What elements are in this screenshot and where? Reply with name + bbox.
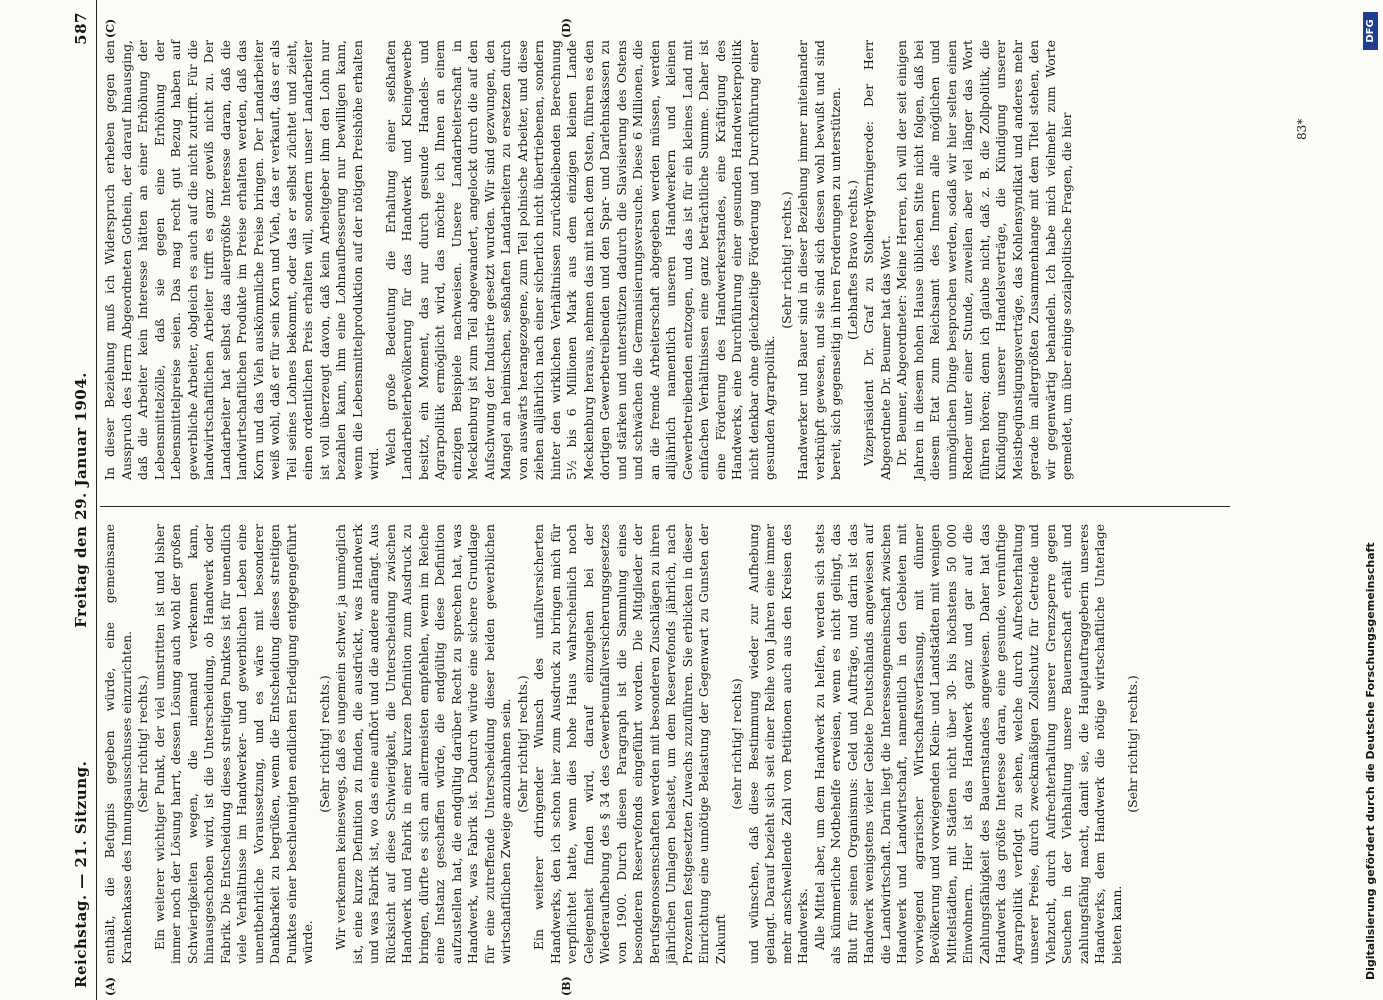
paragraph: Ein weiterer dringender Wunsch des unfallversicherten Handwerks, den ich schon hier zum Ausdruck zu bringen mich für verpflichtet hatte, wenn dies hohe Haus wahrscheinlich noch Gelegenheit finden wird, darauf einzugehen bei der Wiederaufhebung des § 34 des Gewerbeunfallversicherungsgesetzes von 1900. Durch diesen Paragraph ist die Sammlung eines besonderen Reservefonds eingeführt worden. Die Mitglieder der Berufsgenossenschaften werden mit besonderen Zuschlägen zu ihren jährlichen Umlagen belastet, um dem Reservefonds jährlich, nach Prozenten festgesetzten Zuwachs zuzuführen. Sie erblicken in dieser Einrichtung eine unnötige Belastung der Gegenwart zu Gunsten der Zukunft [531, 524, 728, 964]
paragraph: Wir verkennen keineswegs, daß es ungemein schwer, ja unmöglich ist, eine kurze Definition zu finden, die ausdrückt, was Handwerk und was Fabrik ist, wo das eine aufhört und die andere anfängt. Aus Rücksicht auf diese Schwierigkeit, die Unterscheidung zwischen Handwerk und Fabrik in einer kurzen Definition zum Ausdruck zu bringen, dürfte es sich am allermeisten empfehlen, wenn im Reiche eine Instanz geschaffen würde, die endgültig diese Definition aufzustellen hat, die endgültig darüber Recht zu sprechen hat, was Handwerk, was Fabrik ist. Dadurch würde eine sichere Grundlage für eine zutreffende Unterscheidung dieser beiden gewerblichen wirtschaftlichen Zweige anzubahnen sein. [333, 524, 513, 964]
column-divider [100, 506, 1230, 507]
header-center: Freitag den 29. Januar 1904. [72, 372, 90, 628]
margin-mark-d: (D) [560, 18, 573, 38]
paragraph: Ein weiterer wichtiger Punkt, der viel umstritten ist und bisher immer noch der Lösung harrt, dessen Lösung auch wohl der großen Schwierigkeiten wegen, die niemand verkennen kann, hinausgeschoben wird, ist die Unterscheidung, ob Handwerk oder Fabrik. Die Entscheidung dieses streitigen Punktes ist für unendlich viele Verhältnisse im Handwerker- und gewerblichen Leben eine unentbehrliche Voraussetzung, und es wäre mit besonderer Dankbarkeit zu begrüßen, wenn die Entscheidung dieses streitigen Punktes einer beschleunigten endlichen Erledigung entgegengeführt würde. [151, 524, 315, 964]
paragraph: Dr. Beumer, Abgeordneter: Meine Herren, ich will der seit einigen Jahren in diesem hohen Hause üblichen Sitte nicht folgen, daß bei diesem Etat zum Reichsamt des Innern alle möglichen und unmöglichen Dinge besprochen werden, sodaß wir hier selten einen Redner unter einer Stunde, zuweilen aber viel länger das Wort führen hören; denn ich glaube nicht, daß z. B. die Zollpolitik, die Kündigung unserer Handelsverträge, die Kündigung unserer Meistbegünstigungsverträge, das Kohlensyndikat und anderes mehr gerade im allergrößten Zusammenhange mit dem Titel stehen, den wir gegenwärtig behandeln. Ich habe mich vielmehr zum Worte gemeldet, um über einige sozialpolitische Fragen, die hier [894, 40, 1074, 480]
footer-text: Digitalisierung gefördert durch die Deutsche Forschungsgemeinschaft [1364, 542, 1377, 980]
paragraph: Alle Mittel aber, um dem Handwerk zu helfen, werden sich stets als kümmerliche Notbehelfe erweisen, wenn es nicht gelingt, das Blut für seinen Organismus: Geld und Aufträge, und darin ist das Handwerk wenigstens vieler Gebiete Deutschlands angewiesen auf die Landwirtschaft. Darin liegt die Interessengemeinschaft zwischen Handwerk und Landwirtschaft, namentlich in den Gebieten mit vorwiegend agrarischer Wirtschaftsverfassung, mit dünner Bevölkerung und vorwiegenden Klein- und Landstädten mit wenigen Mittelstädten, mit Städten nicht über 30- bis höchstens 50 000 Einwohnern. Hier ist das Handwerk ganz und gar auf die Zahlungsfähigkeit des Bauernstandes angewiesen. Daher hat das Handwerk das größte Interesse daran, eine gesunde, vernünftige Agrarpolitik verfolgt zu sehen, welche durch Aufrechterhaltung unserer Preise, durch zweckmäßigen Zollschutz für Getreide und Viehzucht, durch Aufrechterhaltung unserer Grenzsperre gegen Seuchen in der Viehhaltung unsere Bauernschaft erhält und zahlungsfähig macht, damit sie, die Hauptauftraggeberin unseres Handwerks, dem Handwerk die nötige wirtschaftliche Unterlage bieten kann. [811, 524, 1124, 964]
paragraph: (Sehr richtig! rechts.) [316, 675, 332, 813]
margin-mark-a: (A) [104, 977, 117, 996]
paragraph: (Sehr richtig! rechts.) [1125, 675, 1140, 813]
paragraph: (Sehr richtig! rechts.) [514, 675, 530, 813]
footer-strip [1358, 0, 1383, 1000]
signature-mark: 83* [1295, 118, 1309, 140]
margin-mark-c: (C) [104, 18, 117, 38]
paragraph: Welch große Bedeutung die Erhaltung einer seßhaften Landarbeiterbevölkerung für das Handwerk und Kleingewerbe besitzt, ein Moment, das nur durch gesunde Handels- und Agrarpolitik ermöglicht wird, das möchte ich Ihnen an einem einzigen Beispiele nachweisen. Unsere Landarbeiterschaft in Mecklenburg ist zum Teil abgewandert, angelockt durch die auf den Aufschwung der Industrie gesetzt wurden. Wir sind gezwungen, den Mangel an heimischen, seßhaften Landarbeitern zu ersetzen durch von auswärts herangezogene, zum Teil polnische Arbeiter, und diese ziehen alljährlich nach einer sicherlich nicht übertriebenen, sondern hinter den wirklichen Verhältnissen zurückbleibenden Berechnung 5½ bis 6 Millionen Mark aus dem einzigen kleinen Lande Mecklenburg heraus, nehmen das mit nach dem Osten, führen es den dortigen Gewerbetreibenden und den Spar- und Darlehnskassen zu und stärken und unterstützen dadurch die Slavisierung des Ostens und schwächen die Germanisierungsversuche. Diese 6 Millionen, die an die fremde Arbeiterschaft abgegeben werden müssen, werden alljährlich namentlich unseren Handwerkern und kleinen Gewerbetreibenden entzogen, und das ist für ein kleines Land mit einfachen Verhältnissen eine ganz beträchtliche Summe. Daher ist eine Förderung des Handwerkerstandes, eine Kräftigung des Handwerks, eine Durchführung einer gesunden Handwerkerpolitik nicht denkbar ohne gleichzeitige Förderung und Durchführung einer gesunden Agrarpolitik. [382, 40, 777, 480]
header-left: Reichstag. — 21. Sitzung. [72, 760, 90, 988]
page-header [60, 0, 97, 1000]
paragraph: enthält, die Befugnis gegeben würde, eine gemeinsame Krankenkasse des Innungsausschusses einzurichten. [102, 524, 134, 964]
paragraph: In dieser Beziehung muß ich Widerspruch erheben gegen den Ausspruch des Herrn Abgeordneten Gothein, der darauf hinausging, daß die Arbeiter kein Interesse hätten an einer Erhöhung der Lebensmittelzölle, daß sie gegen eine Erhöhung der Lebensmittelpreise seien. Das mag recht gut Bezug haben auf gewerbliche Arbeiter, obgleich es auch auf die nicht zutrifft. Für die landwirtschaftlichen Arbeiter trifft es ganz gewiß nicht zu. Der Landarbeiter hat selbst das allergrößte Interesse daran, daß die landwirtschaftlichen Produkte im Preise erhalten werden, daß das Korn und das Vieh auskömmliche Preise bringen. Der Landarbeiter weiß wohl, daß er für sein Korn und Vieh, das er verkauft, das er als Teil seines Lohnes bekommt, oder das er selbst züchtet und zieht, einen ordentlichen Preis erhalten will, sondern unser Landarbeiter ist voll überzeugt davon, daß kein Arbeitgeber ihm den Lohn nur bezahlen kann, ihm eine Lohnaufbesserung nur bewilligen kann, wenn die Lebensmittelproduktion auf der nötigen Preishöhe erhalten wird. [102, 40, 381, 480]
paragraph: (sehr richtig! rechts) [729, 678, 744, 810]
paragraph: und wünschen, daß diese Bestimmung wieder zur Aufhebung gelangt. Darauf bezieht sich seit einer Reihe von Jahren eine immer mehr anschwellende Zahl von Petitionen auch aus den Kreisen des Handwerks. [745, 524, 810, 964]
margin-mark-b: (B) [560, 976, 573, 996]
paragraph: Handwerker und Bauer sind in dieser Beziehung immer miteinander verknüpft gewesen, und sie sind sich dessen wohl bewußt und sind bereit, sich gegenseitig in ihren Forderungen zu unterstützen. [795, 40, 843, 480]
right-column [102, 40, 1262, 480]
dfg-logo: DFG [1363, 12, 1378, 50]
page-number: 587 [72, 12, 90, 45]
paragraph: Vizepräsident Dr. Graf zu Stolberg-Wernigerode: Der Herr Abgeordnete Dr. Beumer hat das Wort. [861, 40, 893, 480]
paragraph: (Lebhaftes Bravo rechts.) [844, 180, 860, 340]
paragraph: (Sehr richtig! rechts.) [778, 191, 794, 329]
paragraph: (Sehr richtig! rechts.) [135, 675, 150, 813]
left-column [102, 524, 1262, 964]
